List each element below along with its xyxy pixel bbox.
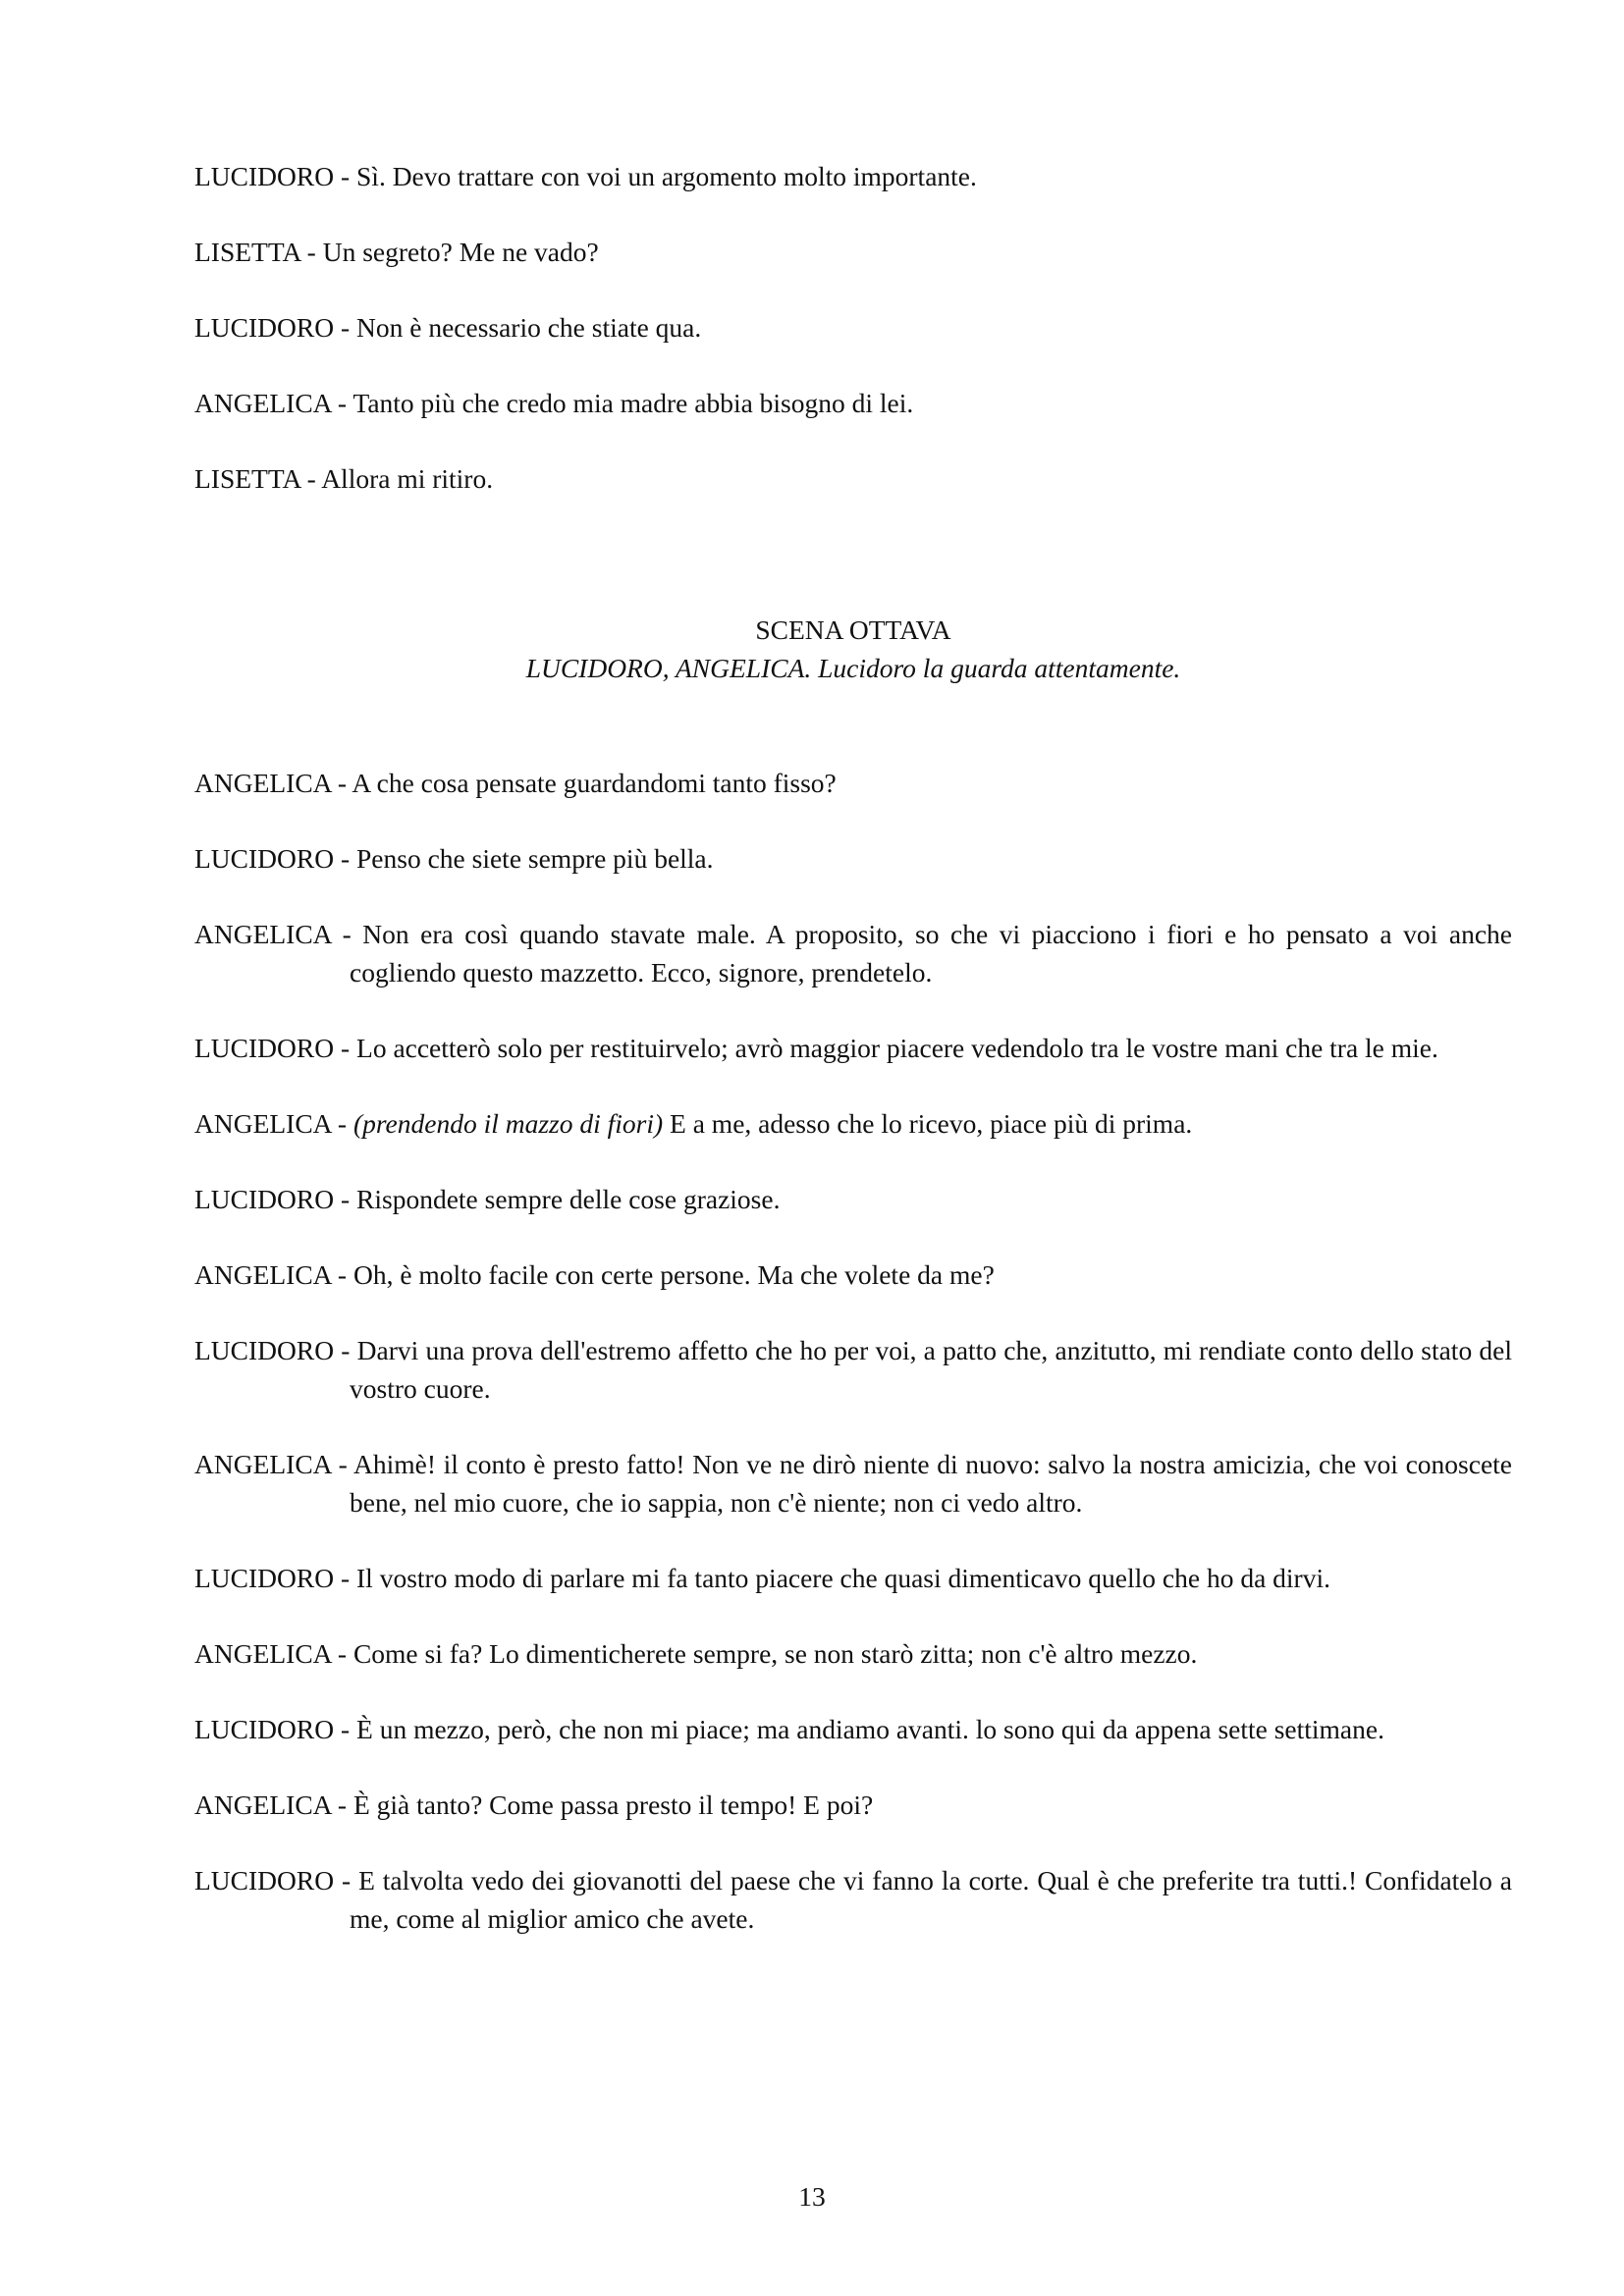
dialogue-line (194, 384, 1512, 422)
separator: - (334, 161, 357, 191)
dialogue-text: È un mezzo, però, che non mi piace; ma andiamo avanti. lo sono qui da appena sette settimane. (356, 1714, 1384, 1744)
speaker-name: ANGELICA (194, 1108, 332, 1139)
dialogue-line (194, 764, 1512, 802)
speaker-name: LUCIDORO (194, 312, 335, 343)
speaker-name: LUCIDORO (194, 1184, 335, 1214)
dialogue-text: E talvolta vedo dei giovanotti del paese che vi fanno la corte. Qual è che preferite tra tutti.! Confidatelo a me, come al miglior amico che avete. (350, 1865, 1512, 1934)
speaker-name: ANGELICA (194, 1638, 332, 1669)
dialogue-line (194, 1029, 1512, 1067)
separator: - (331, 1108, 353, 1139)
dialogue-text: Lo accetterò solo per restituirvelo; avrò maggior piacere vedendolo tra le vostre mani che tra le mie. (356, 1033, 1438, 1063)
dialogue-block-2 (194, 764, 1512, 1938)
dialogue-line (194, 308, 1512, 347)
speaker-name: LISETTA (194, 237, 300, 267)
separator: - (331, 388, 353, 418)
separator: - (331, 768, 352, 798)
dialogue-line (194, 1180, 1512, 1218)
dialogue-line (194, 915, 1512, 991)
dialogue-line (194, 1255, 1512, 1294)
speaker-name: LUCIDORO (194, 843, 335, 874)
dialogue-text: Non era così quando stavate male. A proposito, so che vi piacciono i fiori e ho pensato a voi anche cogliendo questo mazzetto. Ecco, signore, prendetelo. (350, 919, 1512, 988)
speaker-name: ANGELICA (194, 768, 332, 798)
dialogue-text: Come si fa? Lo dimenticherete sempre, se non starò zitta; non c'è altro mezzo. (352, 1638, 1198, 1669)
dialogue-text: A che cosa pensate guardandomi tanto fisso? (352, 768, 837, 798)
dialogue-text: Allora mi ritiro. (321, 463, 494, 494)
dialogue-text: Rispondete sempre delle cose graziose. (356, 1184, 781, 1214)
dialogue-text: È già tanto? Come passa presto il tempo! E poi? (352, 1789, 874, 1820)
separator: - (334, 1033, 357, 1063)
speaker-name: LUCIDORO (194, 1714, 335, 1744)
dialogue-line (194, 1104, 1512, 1143)
separator: - (334, 1335, 357, 1365)
separator: - (331, 1449, 353, 1479)
dialogue-line (194, 157, 1512, 195)
dialogue-line (194, 459, 1512, 498)
separator: - (334, 1184, 357, 1214)
separator: - (331, 1789, 353, 1820)
dialogue-text: Penso che siete sempre più bella. (356, 843, 714, 874)
separator: - (334, 1865, 359, 1896)
speaker-name: LUCIDORO (194, 1335, 335, 1365)
dialogue-text: Un segreto? Me ne vado? (322, 237, 599, 267)
stage-direction: (prendendo il mazzo di fiori) (352, 1108, 664, 1139)
dialogue-line (194, 1331, 1512, 1408)
dialogue-text: Oh, è molto facile con certe persone. Ma che volete da me? (352, 1259, 995, 1290)
speaker-name: LUCIDORO (194, 1563, 335, 1593)
separator: - (299, 463, 322, 494)
page-number: 13 (798, 2181, 826, 2212)
speaker-name: ANGELICA (194, 1449, 332, 1479)
scene-heading (194, 611, 1512, 687)
speaker-name: LUCIDORO (194, 161, 335, 191)
speaker-name: ANGELICA (194, 1789, 332, 1820)
dialogue-line (194, 233, 1512, 271)
speaker-name: ANGELICA (194, 388, 332, 418)
dialogue-text: Non è necessario che stiate qua. (356, 312, 702, 343)
separator: - (334, 312, 357, 343)
speaker-name: LUCIDORO (194, 1033, 335, 1063)
dialogue-line (194, 839, 1512, 878)
dialogue-text: Darvi una prova dell'estremo affetto che ho per voi, a patto che, anzitutto, mi rendiate conto dello stato del vostro cuore. (350, 1335, 1512, 1404)
scene-title: SCENA OTTAVA (755, 614, 951, 645)
dialogue-line (194, 1786, 1512, 1824)
dialogue-line (194, 1559, 1512, 1597)
dialogue-line (194, 1861, 1512, 1938)
separator: - (299, 237, 323, 267)
speaker-name: LISETTA (194, 463, 300, 494)
dialogue-line (194, 1710, 1512, 1748)
dialogue-text: Ahimè! il conto è presto fatto! Non ve ne dirò niente di nuovo: salvo la nostra amicizia, che voi conoscete bene, nel mio cuore, che io sappia, non c'è niente; non ci vedo altro. (350, 1449, 1512, 1518)
dialogue-text: E a me, adesso che lo ricevo, piace più di prima. (670, 1108, 1193, 1139)
separator: - (334, 843, 357, 874)
separator: - (331, 1638, 353, 1669)
speaker-name: ANGELICA (194, 919, 332, 949)
separator: - (331, 919, 363, 949)
separator: - (334, 1563, 357, 1593)
speaker-name: LUCIDORO (194, 1865, 335, 1896)
dialogue-block-1 (194, 157, 1512, 498)
dialogue-line (194, 1634, 1512, 1673)
dialogue-text: Sì. Devo trattare con voi un argomento molto importante. (356, 161, 977, 191)
separator: - (334, 1714, 357, 1744)
dialogue-line (194, 1445, 1512, 1522)
separator: - (331, 1259, 353, 1290)
dialogue-text: Il vostro modo di parlare mi fa tanto piacere che quasi dimenticavo quello che ho da dirvi. (356, 1563, 1330, 1593)
dialogue-text: Tanto più che credo mia madre abbia bisogno di lei. (352, 388, 914, 418)
scene-direction: LUCIDORO, ANGELICA. Lucidoro la guarda attentamente. (525, 653, 1181, 683)
speaker-name: ANGELICA (194, 1259, 332, 1290)
